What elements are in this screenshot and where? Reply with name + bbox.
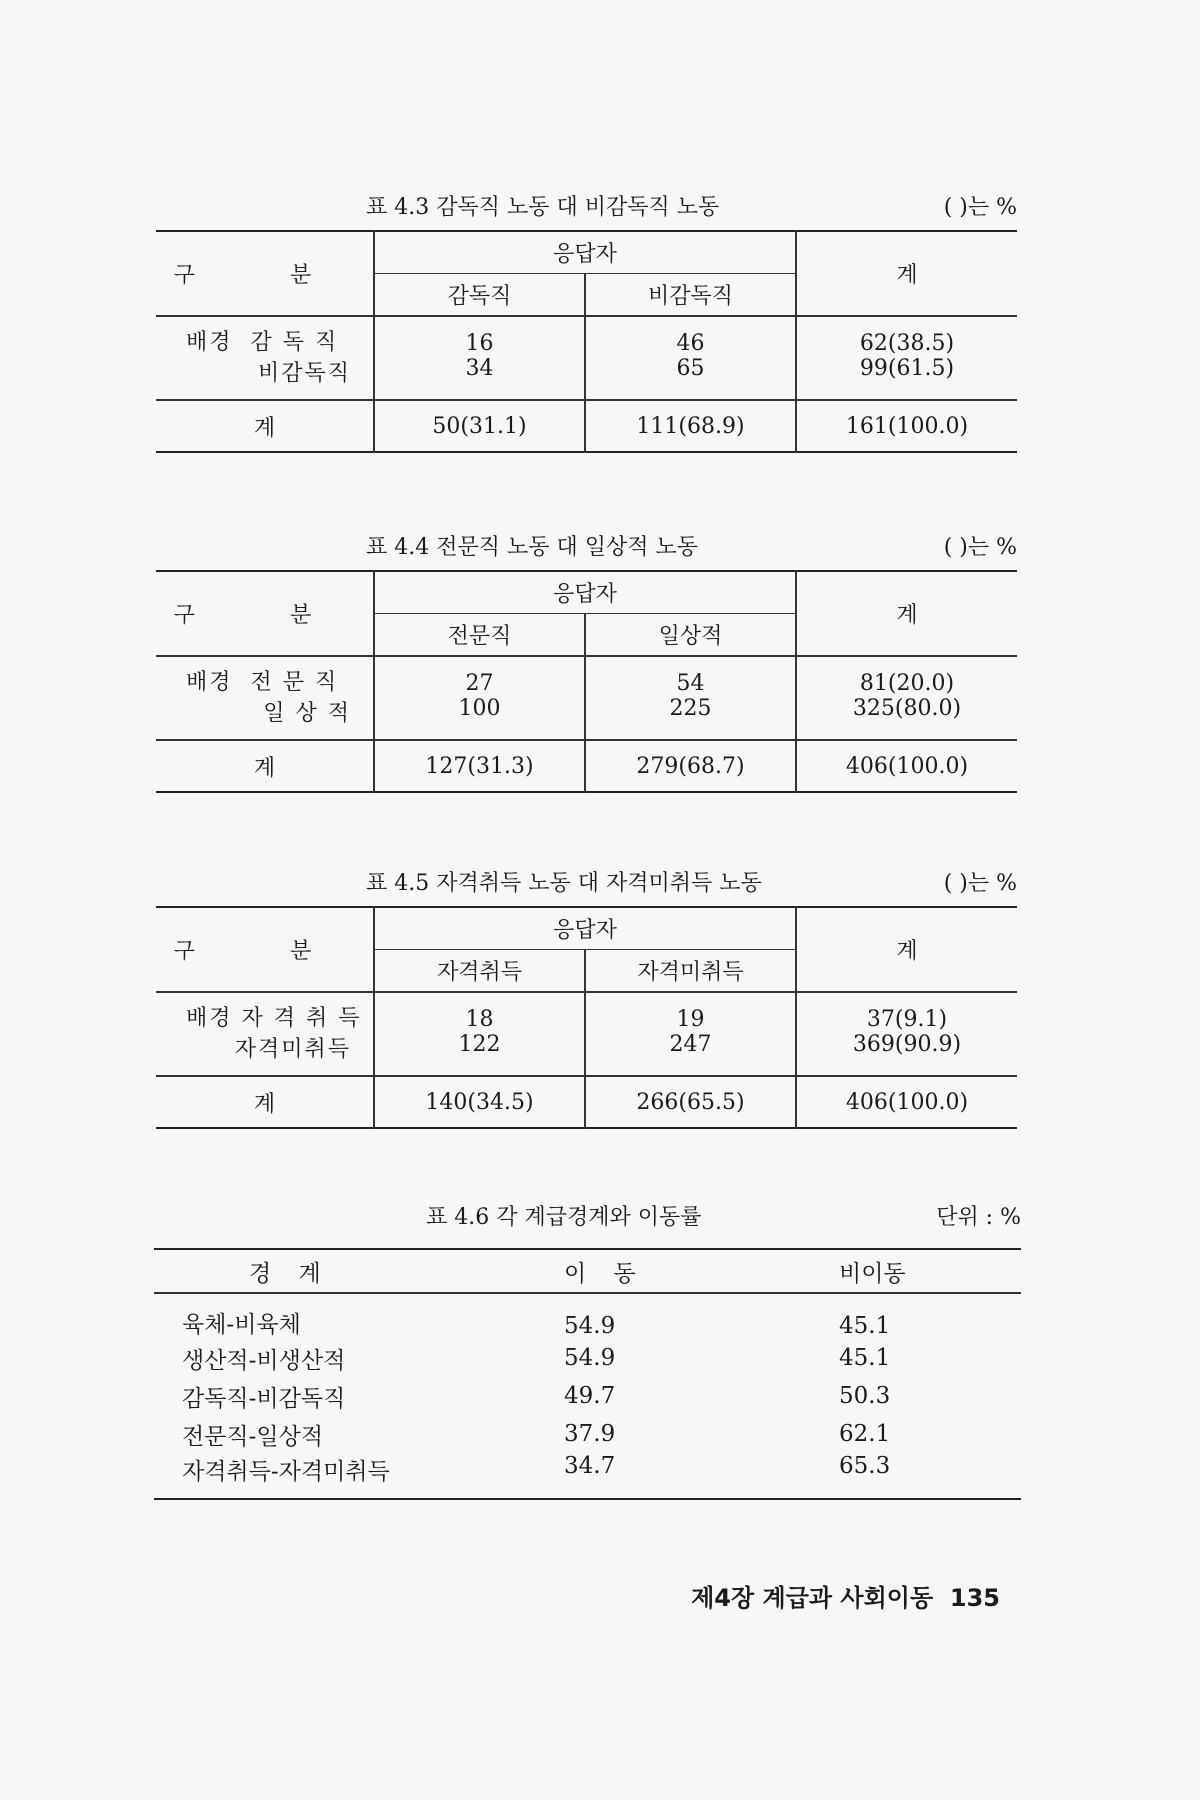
cell: 406(100.0) [796,740,1017,792]
cell: 46 [585,316,796,356]
cell: 100 [374,696,585,740]
header-col2: 자격미취득 [585,949,796,992]
header-col1: 자격취득 [374,949,585,992]
table-title: 표 4.5 자격취득 노동 대 자격미취득 노동 [366,871,762,896]
cell: 111(68.9) [585,400,796,452]
sum-label: 계 [253,1091,276,1117]
cell: 99(61.5) [796,356,1017,400]
cell: 127(31.3) [374,740,585,792]
cell: 369(90.9) [796,1032,1017,1076]
table-caption [156,190,1017,220]
header-col1: 전문직 [374,613,585,656]
table-title: 표 4.3 감독직 노동 대 비감독직 노동 [366,195,720,220]
header-total: 계 [796,571,1017,656]
table-4-4-block [156,530,1017,793]
cell: 19 [585,992,796,1032]
header-category: 구 분 [156,231,374,316]
cell: 62(38.5) [796,316,1017,356]
table-caption [156,866,1017,896]
table-unit: ( )는 % [943,871,1017,896]
cell: 266(65.5) [585,1076,796,1128]
cell: 18 [374,992,585,1032]
table-4-4 [156,570,1017,793]
header-respondent: 응답자 [374,571,796,613]
page-number: 135 [949,1584,1000,1612]
table-4-3 [156,230,1017,453]
header-col1: 감독직 [374,273,585,316]
sum-label: 계 [253,755,276,781]
row-label: 감독직-비감독직 [182,1385,346,1412]
sum-label: 계 [253,415,276,441]
table-caption [156,530,1017,560]
table-unit: ( )는 % [943,535,1017,560]
cell: 325(80.0) [796,696,1017,740]
cell: 279(68.7) [585,740,796,792]
table-caption [154,1200,1021,1230]
row-label: 배경 자 격 취 득 [186,1006,362,1031]
header-mobile: 이 동 [564,1260,646,1287]
table-4-5 [156,906,1017,1129]
cell: 37(9.1) [796,992,1017,1032]
cell: 65 [585,356,796,400]
cell: 62.1 [839,1421,891,1447]
row-label: 자격취득-자격미취득 [182,1459,390,1485]
table-title: 표 4.6 각 계급경계와 이동률 [426,1205,702,1230]
row-label: 비감독직 [156,356,374,400]
header-total: 계 [796,231,1017,316]
table-unit: ( )는 % [943,195,1017,220]
header-boundary: 경 계 [249,1260,331,1287]
cell: 406(100.0) [796,1076,1017,1128]
cell: 65.3 [839,1453,891,1479]
cell: 81(20.0) [796,656,1017,696]
row-label: 자격미취득 [156,1032,374,1076]
row-label: 일 상 적 [156,696,374,740]
cell: 45.1 [839,1313,891,1339]
header-nonmobile: 비이동 [839,1260,906,1287]
row-label: 배경 전 문 직 [186,670,339,695]
row-label: 생산적-비생산적 [182,1347,346,1374]
header-col2: 비감독직 [585,273,796,316]
row-label: 전문직-일상적 [182,1423,324,1450]
cell: 34 [374,356,585,400]
table-4-6-block [154,1200,1021,1500]
cell: 50.3 [839,1383,891,1409]
cell: 27 [374,656,585,696]
cell: 34.7 [564,1453,616,1479]
header-respondent: 응답자 [374,907,796,949]
row-label: 배경 감 독 직 [186,330,339,355]
table-4-3-block [156,190,1017,453]
header-total: 계 [796,907,1017,992]
cell: 247 [585,1032,796,1076]
table-title: 표 4.4 전문직 노동 대 일상적 노동 [366,535,698,560]
header-category: 구 분 [156,571,374,656]
header-col2: 일상적 [585,613,796,656]
cell: 49.7 [564,1383,616,1409]
cell: 54 [585,656,796,696]
cell: 140(34.5) [374,1076,585,1128]
header-respondent: 응답자 [374,231,796,273]
cell: 45.1 [839,1345,891,1371]
table-4-6 [154,1248,1021,1500]
header-category: 구 분 [156,907,374,992]
cell: 37.9 [564,1421,616,1447]
row-label: 육체-비육체 [182,1312,301,1338]
cell: 122 [374,1032,585,1076]
cell: 16 [374,316,585,356]
table-4-5-block [156,866,1017,1129]
cell: 225 [585,696,796,740]
cell: 50(31.1) [374,400,585,452]
table-unit: 단위 : % [936,1205,1021,1230]
page-footer [691,1578,1000,1613]
cell: 54.9 [564,1345,616,1371]
cell: 161(100.0) [796,400,1017,452]
chapter-title: 제4장 계급과 사회이동 [691,1584,934,1612]
cell: 54.9 [564,1313,616,1339]
